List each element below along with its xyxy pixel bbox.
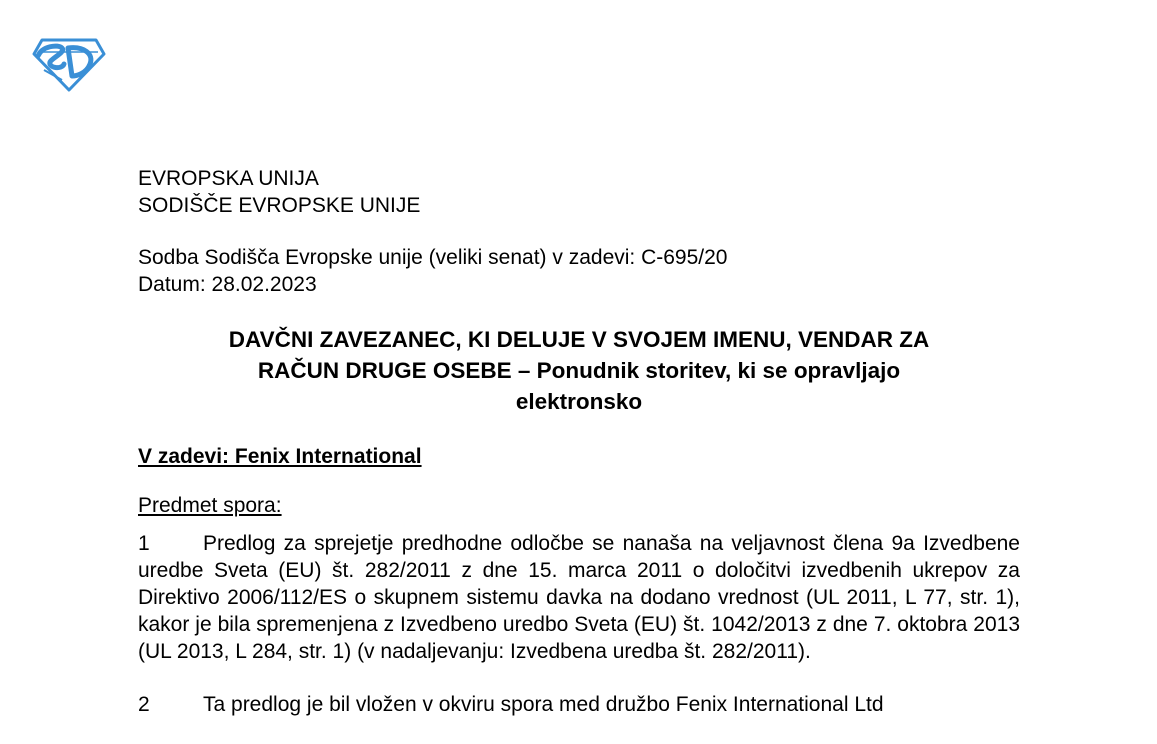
title-line-2-bold: RAČUN DRUGE OSEBE – xyxy=(257,358,537,383)
paragraph-2-text: Ta predlog je bil vložen v okviru spora med družbo Fenix International Ltd xyxy=(203,693,884,716)
title-line-1: DAVČNI ZAVEZANEC, KI DELUJE V SVOJEM IMENU, VENDAR ZA xyxy=(228,327,930,352)
court-line-1: EVROPSKA UNIJA xyxy=(138,167,319,190)
paragraph-1-text: Predlog za sprejetje predhodne odločbe se nanaša na veljavnost člena 9a Izvedbene uredbe Sveta (EU) št. 282/2011 z dne 15. marca 2011 o določitvi izvedbenih ukrepov za Direktivo 2006/112/ES o skupnem sistemu davka na dodano vrednost (UL 2011, L 77, str. 1), kakor je bila spremenjena z Izvedbeno uredbo Sveta (EU) št. 1042/2013 z dne 7. oktobra 2013 (UL 2013, L 284, str. 1) (v nadaljevanju: Izvedbena uredba št. 282/2011). xyxy=(138,532,1020,663)
case-info-block xyxy=(138,244,1020,298)
court-emblem-logo xyxy=(32,36,106,92)
title-line-2-rest: Ponudnik storitev, ki se opravljajo xyxy=(536,358,901,383)
document-body xyxy=(138,165,1020,744)
title-line-3: elektronsko xyxy=(515,389,643,414)
paragraph-2 xyxy=(138,691,1020,718)
court-name-block xyxy=(138,165,1020,219)
paragraph-1 xyxy=(138,530,1020,665)
subject-heading: Predmet spora: xyxy=(138,494,282,517)
case-judgment-line: Sodba Sodišča Evropske unije (veliki senat) v zadevi: C-695/20 xyxy=(138,246,728,269)
paragraph-1-number: 1 xyxy=(138,532,150,555)
court-line-2: SODIŠČE EVROPSKE UNIJE xyxy=(138,194,421,217)
document-title xyxy=(138,324,1020,417)
title-line-2 xyxy=(138,355,1020,386)
paragraph-2-number: 2 xyxy=(138,693,150,716)
case-date-line: Datum: 28.02.2023 xyxy=(138,273,317,296)
court-emblem-icon xyxy=(32,36,106,92)
case-party-heading: V zadevi: Fenix International xyxy=(138,445,422,468)
